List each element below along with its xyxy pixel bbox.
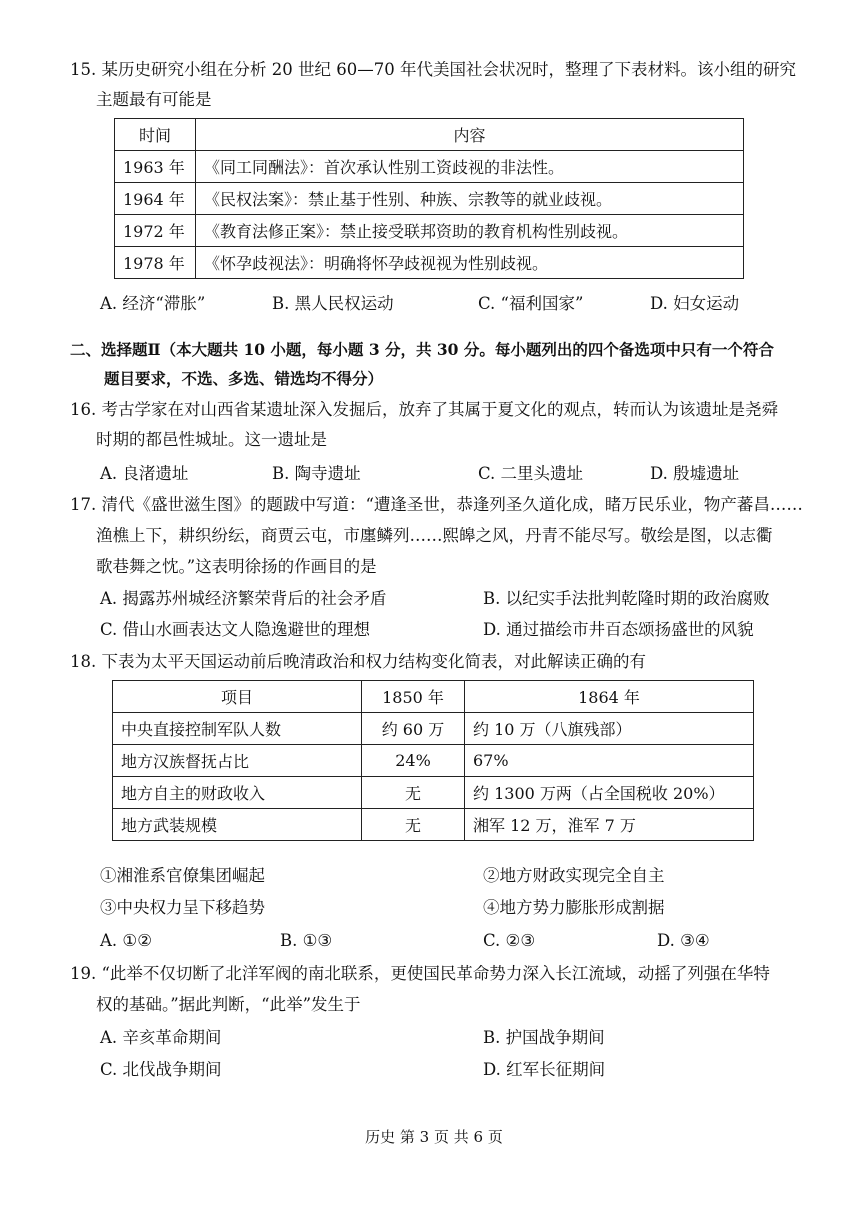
table-header-cell: 内容 xyxy=(196,119,744,151)
table-cell: 无 xyxy=(362,777,465,809)
q18-option-d: D. ③④ xyxy=(657,931,710,950)
q19-option-d: D. 红军长征期间 xyxy=(483,1060,606,1079)
table-cell: 《同工同酬法》：首次承认性别工资歧视的非法性。 xyxy=(196,151,744,183)
table-cell: 约 1300 万两（占全国税收 20%） xyxy=(465,777,754,809)
table-header-row xyxy=(115,119,744,151)
table-row xyxy=(115,183,744,215)
q17-option-b: B. 以纪实手法批判乾隆时期的政治腐败 xyxy=(483,589,770,608)
q15-option-a: A. 经济“滞胀” xyxy=(100,294,206,313)
table-cell: 1963 年 xyxy=(115,151,196,183)
q16-option-b: B. 陶寺遗址 xyxy=(272,464,361,483)
q15-table xyxy=(114,118,744,279)
table-cell: 1972 年 xyxy=(115,215,196,247)
table-cell: 24% xyxy=(362,745,465,777)
table-header-cell: 时间 xyxy=(115,119,196,151)
table-row xyxy=(115,215,744,247)
q15-stem-line2: 主题最有可能是 xyxy=(96,90,212,109)
q18-statement-4: ④地方势力膨胀形成割据 xyxy=(483,898,665,917)
table-cell: 地方武装规模 xyxy=(113,809,362,841)
table-cell: 67% xyxy=(465,745,754,777)
section-2-heading-line2: 题目要求，不选、多选、错选均不得分） xyxy=(104,369,384,388)
q17-option-c: C. 借山水画表达文人隐逸避世的理想 xyxy=(100,620,371,639)
q17-option-a: A. 揭露苏州城经济繁荣背后的社会矛盾 xyxy=(100,589,387,608)
q18-option-c: C. ②③ xyxy=(483,931,536,950)
table-header-cell: 项目 xyxy=(113,681,362,713)
table-header-row xyxy=(113,681,754,713)
q15-option-b: B. 黑人民权运动 xyxy=(272,294,394,313)
q18-statement-2: ②地方财政实现完全自主 xyxy=(483,866,665,885)
q19-option-b: B. 护国战争期间 xyxy=(483,1028,605,1047)
table-cell: 约 60 万 xyxy=(362,713,465,745)
q17-stem-line3: 歌巷舞之忱。”这表明徐扬的作画目的是 xyxy=(96,557,377,576)
q16-stem-line1: 16. 考古学家在对山西省某遗址深入发掘后，放弃了其属于夏文化的观点，转而认为该遗址是尧舜 xyxy=(70,400,778,419)
q18-table xyxy=(112,680,754,841)
q18-stem-line1: 18. 下表为太平天国运动前后晚清政治和权力结构变化简表，对此解读正确的有 xyxy=(70,652,646,671)
q16-stem-line2: 时期的都邑性城址。这一遗址是 xyxy=(96,430,327,449)
page-footer: 历史 第 3 页 共 6 页 xyxy=(365,1128,503,1146)
q15-option-d: D. 妇女运动 xyxy=(650,294,740,313)
table-cell: 湘军 12 万，淮军 7 万 xyxy=(465,809,754,841)
table-cell: 《教育法修正案》：禁止接受联邦资助的教育机构性别歧视。 xyxy=(196,215,744,247)
table-row xyxy=(113,713,754,745)
table-header-cell: 1850 年 xyxy=(362,681,465,713)
table-cell: 无 xyxy=(362,809,465,841)
q16-option-c: C. 二里头遗址 xyxy=(478,464,584,483)
q16-option-a: A. 良渚遗址 xyxy=(100,464,189,483)
table-cell: 中央直接控制军队人数 xyxy=(113,713,362,745)
table-row xyxy=(115,247,744,279)
q18-statement-3: ③中央权力呈下移趋势 xyxy=(100,898,265,917)
table-cell: 地方汉族督抚占比 xyxy=(113,745,362,777)
q19-stem-line1: 19. “此举不仅切断了北洋军阀的南北联系，更使国民革命势力深入长江流域，动摇了列强在华特 xyxy=(70,964,770,983)
table-cell: 约 10 万（八旗残部） xyxy=(465,713,754,745)
q19-option-a: A. 辛亥革命期间 xyxy=(100,1028,222,1047)
q17-stem-line2: 渔樵上下，耕织纷纭，商贾云屯，市廛鳞列……熙皞之风，丹青不能尽写。敬绘是图，以志衢 xyxy=(96,526,773,545)
table-cell: 《民权法案》：禁止基于性别、种族、宗教等的就业歧视。 xyxy=(196,183,744,215)
section-2-heading-line1: 二、选择题Ⅱ（本大题共 10 小题，每小题 3 分，共 30 分。每小题列出的四个备选项中只有一个符合 xyxy=(70,340,774,359)
table-row xyxy=(113,809,754,841)
q18-option-a: A. ①② xyxy=(100,931,152,950)
table-cell: 1964 年 xyxy=(115,183,196,215)
q19-stem-line2: 权的基础。”据此判断，“此举”发生于 xyxy=(96,995,361,1014)
q18-option-b: B. ①③ xyxy=(280,931,333,950)
q15-option-c: C. “福利国家” xyxy=(478,294,584,313)
table-cell: 1978 年 xyxy=(115,247,196,279)
table-row xyxy=(115,151,744,183)
q18-statement-1: ①湘淮系官僚集团崛起 xyxy=(100,866,265,885)
q17-stem-line1: 17. 清代《盛世滋生图》的题跋中写道：“遭逢圣世，恭逢列圣久道化成，睹万民乐业，物产蕃昌…… xyxy=(70,495,803,514)
q17-option-d: D. 通过描绘市井百态颂扬盛世的风貌 xyxy=(483,620,754,639)
q19-option-c: C. 北伐战争期间 xyxy=(100,1060,222,1079)
table-cell: 《怀孕歧视法》：明确将怀孕歧视视为性别歧视。 xyxy=(196,247,744,279)
q15-stem-line1: 15. 某历史研究小组在分析 20 世纪 60—70 年代美国社会状况时，整理了下表材料。该小组的研究 xyxy=(70,60,796,79)
table-cell: 地方自主的财政收入 xyxy=(113,777,362,809)
table-header-cell: 1864 年 xyxy=(465,681,754,713)
q16-option-d: D. 殷墟遗址 xyxy=(650,464,740,483)
table-row xyxy=(113,745,754,777)
table-row xyxy=(113,777,754,809)
